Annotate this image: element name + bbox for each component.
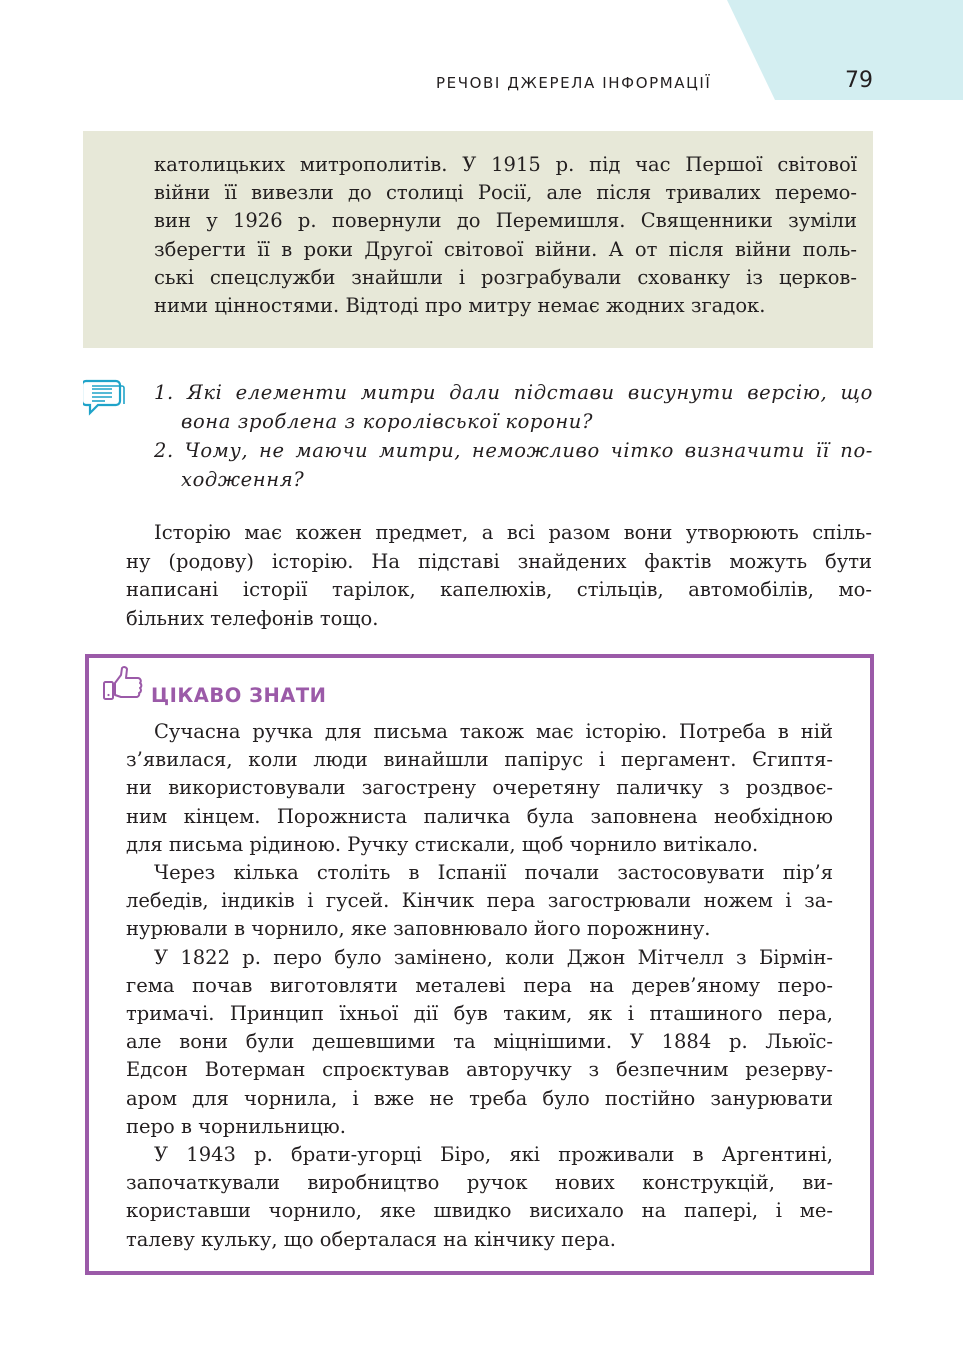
text-line: ну (родову) історію. На підставі знайдених фактів можуть бути [126,549,872,573]
text-line: війни її вивезли до столиці Росії, але після тривалих перемо- [154,181,857,205]
question-item-continuation: ходження? [181,468,305,491]
text-line: Сучасна ручка для письма також має історію. Потреба в ній [154,720,833,743]
chat-bubble-icon [83,377,125,417]
text-line: вин у 1926 р. повернули до Перемишля. Священники зуміли [154,209,857,233]
running-head: РЕЧОВІ ДЖЕРЕЛА ІНФОРМАЦІЇ [436,74,712,92]
question-item: 2. Чому, не маючи митри, неможливо чітко визначити її по- [154,439,873,462]
question-item-continuation: вона зроблена з королівської корони? [181,410,594,433]
text-line: гема почав виготовляти металеві пера на дерев’яному перо- [126,973,833,997]
facts-box-title: ЦІКАВО ЗНАТИ [151,684,327,707]
text-line: У 1943 р. брати-угорці Біро, які проживали в Аргентині, [154,1143,833,1167]
text-line: тримачі. Принцип їхньої дії був таким, як і пташиного пера, [126,1002,833,1026]
text-line: Історію має кожен предмет, а всі разом вони утворюють спіль- [154,521,872,544]
text-line: ними цінностями. Відтоді про митру немає жодних згадок. [154,294,766,318]
text-line: для письма рідиною. Ручку стискали, щоб чорнило витікало. [126,832,759,856]
text-line: лебедів, індиків і гусей. Кінчик пера загострювали ножем і за- [126,889,833,913]
text-line: У 1822 р. перо було замінено, коли Джон Мітчелл з Бірмін- [154,945,833,969]
question-item: 1. Які елементи митри дали підстави висунути версію, що [154,381,873,404]
text-line: з’явилася, коли люди винайшли папірус і пергамент. Єгиптя- [126,748,833,772]
text-line: Едсон Вотерман спроєктував авторучку з безпечним резерву- [126,1058,833,1082]
text-line: перо в чорнильницю. [126,1114,346,1138]
text-line: але вони були дешевшими та міцнішими. У 1884 р. Льюїс- [126,1030,833,1054]
source-continuation-text [154,151,857,320]
text-line: започаткували виробництво ручок нових конструкцій, ви- [126,1171,833,1195]
text-line: нурювали в чорнило, яке заповнювало його порожнину. [126,917,711,941]
text-line: користавши чорнило, яке швидко висихало на папері, і ме- [126,1199,833,1223]
text-line: ним кінцем. Порожниста паличка була заповнена необхідною [126,804,833,828]
questions-list [154,378,873,494]
thumbs-up-icon [102,665,144,703]
text-line: більних телефонів тощо. [126,606,379,630]
text-line: ни використовували загострену очеретяну паличку з роздвоє- [126,776,833,800]
body-paragraph [126,519,872,633]
page-number: 79 [845,68,873,93]
text-line: ські спецслужби знайшли і розграбували схованку із церков- [154,265,857,289]
text-line: зберегти її в роки Другої світової війни. А от після війни поль- [154,237,857,261]
text-line: католицьких митрополитів. У 1915 р. під час Першої світової [154,153,857,176]
text-line: талеву кульку, що оберталася на кінчику пера. [126,1227,616,1251]
text-line: аром для чорнила, і вже не треба було постійно занурювати [126,1086,833,1110]
text-line: Через кілька століть в Іспанії почали застосовувати пір’я [154,861,833,885]
text-line: написані історії тарілок, капелюхів, стільців, автомобілів, мо- [126,578,872,602]
facts-box-text [126,718,833,1254]
